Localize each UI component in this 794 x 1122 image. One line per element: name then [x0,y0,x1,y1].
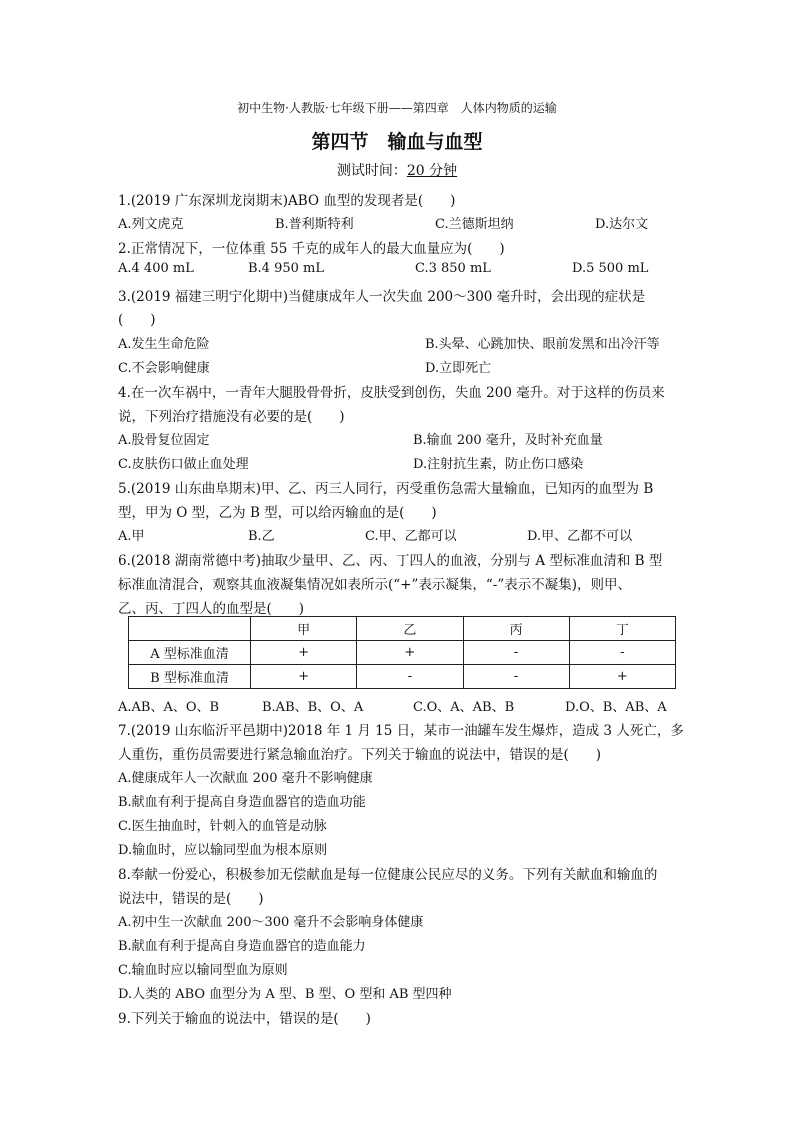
table-cell: + [569,665,675,689]
question-9: 9.下列关于输血的说法中，错误的是( ) [118,1011,371,1027]
question-5-line-2: 型，甲为 O 型，乙为 B 型，可以给丙输血的是( ) [118,505,437,521]
table-cell: + [251,665,357,689]
question-6-line-2: 标准血清混合，观察其血液凝集情况如表所示(“+”表示凝集，“-”表示不凝集)，则甲、 [118,577,632,593]
question-5: 5.(2019 山东曲阜期末)甲、乙、丙三人同行，丙受重伤急需大量输血，已知丙的血型为 B [118,481,654,497]
table-header-cell [129,617,251,641]
q8-option-d: D.人类的 ABO 血型分为 A 型、B 型、O 型和 AB 型四种 [118,987,452,1002]
question-7: 7.(2019 山东临沂平邑期中)2018 年 1 月 15 日，某市一油罐车发生爆炸，造成 3 人死亡，多 [118,723,684,739]
q7-option-b: B.献血有利于提高自身造血器官的造血功能 [118,795,366,810]
q5-option-d: D.甲、乙都不可以 [527,529,633,544]
q4-option-d: D.注射抗生素，防止伤口感染 [413,457,584,472]
test-time [0,160,794,180]
q1-option-d: D.达尔文 [595,217,649,232]
table-cell: - [569,641,675,665]
q5-option-c: C.甲、乙都可以 [365,529,457,544]
q4-option-c: C.皮肤伤口做止血处理 [118,457,249,472]
q3-option-c: C.不会影响健康 [118,361,210,376]
q2-option-a: A.4 400 mL [118,261,194,276]
test-time-value: 20 分钟 [406,163,458,179]
q7-option-a: A.健康成年人一次献血 200 毫升不影响健康 [118,771,373,786]
question-4: 4.在一次车祸中，一青年大腿股骨骨折，皮肤受到创伤，失血 200 毫升。对于这样的伤员来 [118,385,665,401]
q5-option-a: A.甲 [118,529,145,544]
q1-option-b: B.普利斯特利 [275,217,354,232]
q6-option-c: C.O、A、AB、B [413,700,515,715]
question-3-line-2: ( ) [118,312,156,328]
q7-option-c: C.医生抽血时，针刺入的血管是动脉 [118,819,327,834]
q3-option-d: D.立即死亡 [425,361,492,376]
q3-option-a: A.发生生命危险 [118,337,210,352]
table-row-label: A 型标准血清 [129,641,251,665]
question-8: 8.奉献一份爱心，积极参加无偿献血是每一位健康公民应尽的义务。下列有关献血和输血的 [118,867,658,883]
table-row-label: B 型标准血清 [129,665,251,689]
question-7-line-2: 人重伤，重伤员需要进行紧急输血治疗。下列关于输血的说法中，错误的是( ) [118,747,602,763]
q1-option-a: A.列文虎克 [118,217,184,232]
blood-type-table [128,616,676,689]
document-header: 初中生物·人教版·七年级下册——第四章 人体内物质的运输 [237,101,557,115]
question-2: 2.正常情况下，一位体重 55 千克的成年人的最大血量应为( ) [118,241,505,257]
q6-option-a: A.AB、A、O、B [118,700,220,715]
table-cell: + [357,641,463,665]
question-6-line-3: 乙、丙、丁四人的血型是( ) [118,601,305,617]
q2-option-d: D.5 500 mL [572,261,649,276]
question-6: 6.(2018 湖南常德中考)抽取少量甲、乙、丙、丁四人的血液，分别与 A 型标准血清和 B 型 [118,553,663,569]
table-header-cell: 丁 [569,617,675,641]
q2-option-b: B.4 950 mL [248,261,324,276]
question-1: 1.(2019 广东深圳龙岗期末)ABO 血型的发现者是( ) [118,193,456,209]
page-title: 第四节 输血与血型 [311,131,483,153]
test-time-label: 测试时间： [336,163,407,179]
question-3: 3.(2019 福建三明宁化期中)当健康成年人一次失血 200～300 毫升时，会出现的症状是 [118,289,646,305]
q4-option-a: A.股骨复位固定 [118,433,210,448]
q8-option-a: A.初中生一次献血 200～300 毫升不会影响身体健康 [118,915,424,930]
q6-option-d: D.O、B、AB、A [565,700,667,715]
q2-option-c: C.3 850 mL [415,261,491,276]
table-cell: - [357,665,463,689]
table-header-row [129,617,676,641]
table-cell: + [251,641,357,665]
table-header-cell: 乙 [357,617,463,641]
q1-option-c: C.兰德斯坦纳 [435,217,514,232]
q4-option-b: B.输血 200 毫升，及时补充血量 [413,433,603,448]
table-cell: - [463,641,569,665]
table-row [129,665,676,689]
table-header-cell: 丙 [463,617,569,641]
q5-option-b: B.乙 [248,529,275,544]
q6-option-b: B.AB、B、O、A [262,700,364,715]
q7-option-d: D.输血时，应以输同型血为根本原则 [118,843,328,858]
q3-option-b: B.头晕、心跳加快、眼前发黑和出冷汗等 [425,337,660,352]
question-8-line-2: 说法中，错误的是( ) [118,891,264,907]
table-header-cell: 甲 [251,617,357,641]
q8-option-c: C.输血时应以输同型血为原则 [118,963,288,978]
table-cell: - [463,665,569,689]
table-row [129,641,676,665]
q8-option-b: B.献血有利于提高自身造血器官的造血能力 [118,939,366,954]
question-4-line-2: 说，下列治疗措施没有必要的是( ) [118,409,345,425]
